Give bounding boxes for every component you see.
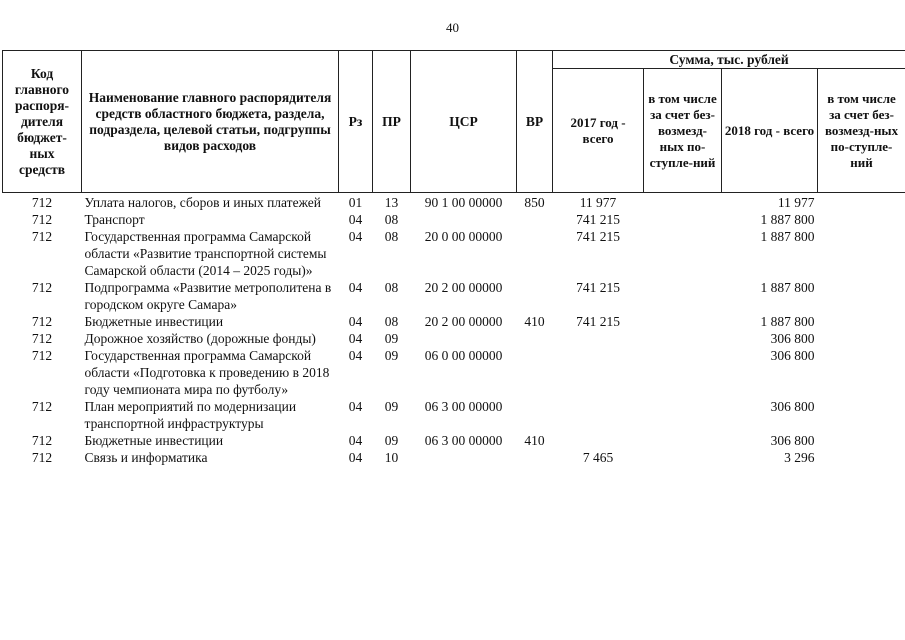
row-vr: 410: [524, 314, 545, 329]
row-sum-2017: 741 215: [576, 229, 620, 244]
row-code: 712: [31, 433, 53, 448]
row-pr: 09: [384, 399, 399, 414]
row-vr: [517, 449, 553, 466]
row-sum-2017: [553, 398, 644, 432]
row-csr: [411, 449, 517, 466]
row-code: 712: [31, 195, 53, 210]
row-rz: 04: [348, 450, 363, 465]
row-rz: 04: [348, 314, 363, 329]
row-vr: [517, 330, 553, 347]
row-pr: 08: [384, 280, 399, 295]
table-row: [3, 211, 905, 228]
row-sum-2017: 741 215: [576, 314, 620, 329]
row-sum-2018: 1 887 800: [760, 280, 815, 295]
row-csr: [411, 330, 517, 347]
header-name: Наименование главного распорядителя средств областного бюджета, раздела, подраздела, целевой статьи, подгруппы видов расходов: [82, 51, 339, 193]
header-rz: Рз: [339, 51, 373, 193]
header-code: Код главного распоря-дителя бюджет-ных средств: [3, 51, 82, 193]
row-code: 712: [31, 229, 53, 244]
row-free-2017: [644, 211, 722, 228]
row-csr: 06 3 00 00000: [424, 433, 503, 448]
row-csr: 20 0 00 00000: [424, 229, 503, 244]
row-vr: [517, 398, 553, 432]
row-name: Дорожное хозяйство (дорожные фонды): [84, 331, 316, 346]
row-name: Транспорт: [84, 212, 145, 227]
row-free-2018: [818, 432, 905, 449]
row-sum-2017: [553, 432, 644, 449]
row-free-2017: [644, 193, 722, 212]
row-vr: [517, 228, 553, 279]
row-csr: 20 2 00 00000: [424, 280, 503, 295]
row-sum-2017: 7 465: [582, 450, 614, 465]
row-free-2017: [644, 398, 722, 432]
page-number: 40: [446, 20, 459, 35]
row-free-2018: [818, 330, 905, 347]
row-free-2018: [818, 449, 905, 466]
row-sum-2017: 11 977: [579, 195, 617, 210]
row-rz: 04: [348, 331, 363, 346]
row-rz: 04: [348, 399, 363, 414]
row-sum-2018: 1 887 800: [760, 229, 815, 244]
row-rz: 04: [348, 229, 363, 244]
row-vr: 850: [524, 195, 545, 210]
row-free-2017: [644, 347, 722, 398]
row-name: Подпрограмма «Развитие метрополитена в городском округе Самара»: [84, 280, 332, 312]
row-sum-2017: [553, 330, 644, 347]
row-free-2017: [644, 449, 722, 466]
row-rz: 04: [348, 280, 363, 295]
row-sum-2018: 306 800: [770, 348, 815, 363]
row-free-2018: [818, 279, 905, 313]
row-sum-2018: 306 800: [770, 399, 815, 414]
row-vr: [517, 211, 553, 228]
header-pr: ПР: [373, 51, 411, 193]
table-row: [3, 398, 905, 432]
row-sum-2018: 1 887 800: [760, 212, 815, 227]
header-vr: ВР: [517, 51, 553, 193]
row-name: Связь и информатика: [84, 450, 208, 465]
row-free-2018: [818, 398, 905, 432]
row-code: 712: [31, 450, 53, 465]
row-csr: 06 3 00 00000: [424, 399, 503, 414]
row-code: 712: [31, 348, 53, 363]
row-sum-2018: 11 977: [777, 195, 815, 210]
row-rz: 04: [348, 433, 363, 448]
row-name: Государственная программа Самарской области «Развитие транспортной системы Самарской области (2014 – 2025 годы)»: [84, 229, 327, 278]
table-row: [3, 330, 905, 347]
row-csr: 20 2 00 00000: [424, 314, 503, 329]
row-sum-2018: 306 800: [770, 331, 815, 346]
row-code: 712: [31, 399, 53, 414]
header-sum: Сумма, тыс. рублей: [553, 51, 905, 69]
row-sum-2018: 306 800: [770, 433, 815, 448]
row-free-2017: [644, 330, 722, 347]
row-code: 712: [31, 212, 53, 227]
row-pr: 08: [384, 212, 399, 227]
row-sum-2017: 741 215: [576, 212, 620, 227]
row-name: План мероприятий по модернизации транспортной инфраструктуры: [84, 399, 297, 431]
row-pr: 09: [384, 433, 399, 448]
row-name: Бюджетные инвестиции: [84, 314, 224, 329]
row-pr: 13: [384, 195, 399, 210]
row-sum-2017: 741 215: [576, 280, 620, 295]
header-csr: ЦСР: [411, 51, 517, 193]
row-sum-2018: 3 296: [784, 450, 815, 465]
row-vr: [517, 279, 553, 313]
table-row: [3, 347, 905, 398]
header-2018-total: 2018 год - всего: [722, 69, 818, 193]
row-free-2018: [818, 347, 905, 398]
header-2017-free: в том числе за счет без-возмезд-ных по-ступле-ний: [644, 69, 722, 193]
row-code: 712: [31, 331, 53, 346]
row-free-2018: [818, 313, 905, 330]
row-name: Бюджетные инвестиции: [84, 433, 224, 448]
table-row: [3, 313, 905, 330]
budget-table: [2, 50, 905, 466]
row-pr: 10: [384, 450, 399, 465]
row-free-2017: [644, 432, 722, 449]
row-pr: 08: [384, 229, 399, 244]
row-pr: 08: [384, 314, 399, 329]
table-row: [3, 449, 905, 466]
row-code: 712: [31, 314, 53, 329]
row-code: 712: [31, 280, 53, 295]
header-2018-free: в том числе за счет без-возмезд-ных по-ступле-ний: [818, 69, 905, 193]
row-rz: 04: [348, 212, 363, 227]
row-sum-2018: 1 887 800: [760, 314, 815, 329]
row-free-2017: [644, 228, 722, 279]
row-pr: 09: [384, 331, 399, 346]
row-rz: 01: [348, 195, 363, 210]
row-csr: [411, 211, 517, 228]
row-name: Государственная программа Самарской области «Подготовка к проведению в 2018 году чемпионата мира по футболу»: [84, 348, 330, 397]
row-vr: 410: [524, 433, 545, 448]
row-free-2017: [644, 313, 722, 330]
row-free-2017: [644, 279, 722, 313]
row-pr: 09: [384, 348, 399, 363]
row-csr: 90 1 00 00000: [424, 195, 503, 210]
row-free-2018: [818, 228, 905, 279]
row-csr: 06 0 00 00000: [424, 348, 503, 363]
table-row: [3, 193, 905, 212]
row-rz: 04: [348, 348, 363, 363]
row-free-2018: [818, 211, 905, 228]
row-sum-2017: [553, 347, 644, 398]
table-body: [3, 193, 905, 467]
table-row: [3, 432, 905, 449]
row-free-2018: [818, 193, 905, 212]
table-header: [3, 51, 905, 193]
row-name: Уплата налогов, сборов и иных платежей: [84, 195, 321, 210]
table-row: [3, 228, 905, 279]
table-row: [3, 279, 905, 313]
row-vr: [517, 347, 553, 398]
header-2017-total: 2017 год - всего: [553, 69, 644, 193]
